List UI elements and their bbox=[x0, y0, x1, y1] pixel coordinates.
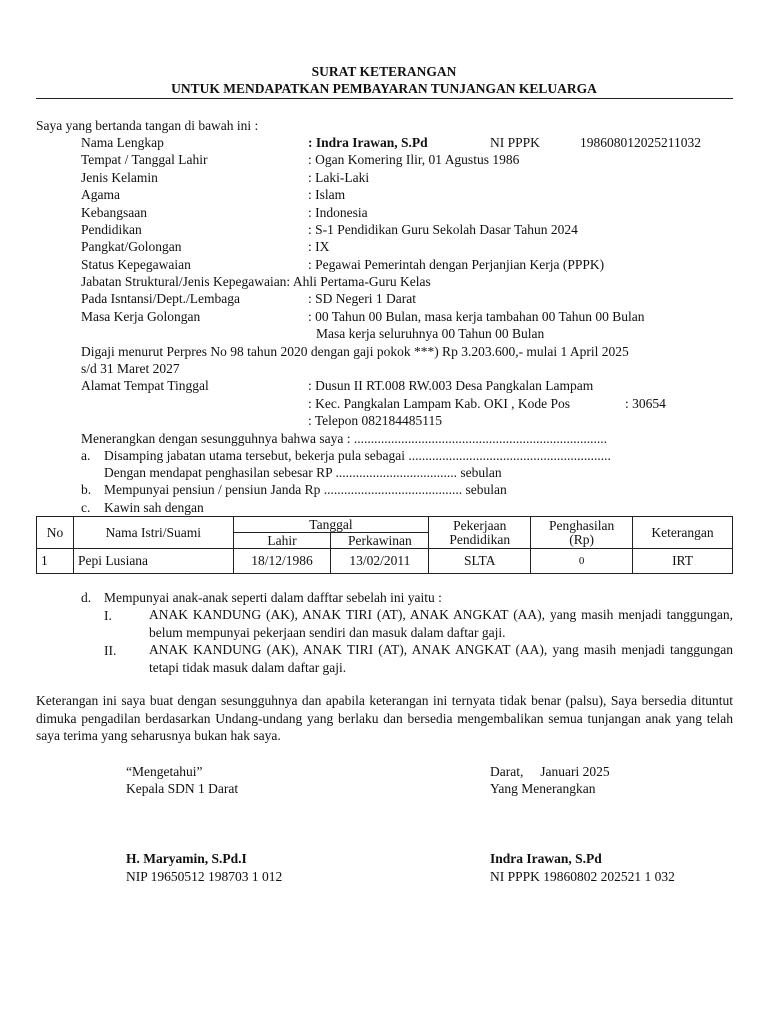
gaji-line1: Digaji menurut Perpres No 98 tahun 2020 dengan gaji pokok ***) Rp 3.203.600,- mulai 1 April 2025 bbox=[81, 344, 629, 359]
jabatan-line: Jabatan Struktural/Jenis Kepegawaian: Ahli Pertama-Guru Kelas bbox=[81, 274, 431, 289]
pendidikan-label: Pendidikan bbox=[81, 222, 142, 237]
item-i-text: ANAK KANDUNG (AK), ANAK TIRI (AT), ANAK ANGKAT (AA), yang masih menjadi tanggungan, belum mempunyai pekerjaan sendiri dan masuk dalam daftar gaji. bbox=[149, 607, 733, 640]
cell-keterangan: IRT bbox=[633, 549, 733, 574]
item-c-marker: c. bbox=[81, 500, 91, 515]
agama-value: : Islam bbox=[308, 187, 346, 202]
table-row bbox=[37, 549, 733, 574]
right-sign-name: Indra Irawan, S.Pd bbox=[490, 851, 602, 866]
header-nama: Nama Istri/Suami bbox=[73, 517, 233, 549]
header-penghasilan-line2: (Rp) bbox=[569, 531, 594, 547]
gaji-line2: s/d 31 Maret 2027 bbox=[81, 361, 180, 376]
header-penghasilan bbox=[531, 517, 633, 549]
document-subtitle: UNTUK MENDAPATKAN PEMBAYARAN TUNJANGAN KELUARGA bbox=[171, 81, 597, 96]
pangkat-value: : IX bbox=[308, 239, 330, 254]
item-b-line: Mempunyai pensiun / pensiun Janda Rp ......................................... sebulan bbox=[104, 482, 507, 497]
cell-lahir: 18/12/1986 bbox=[233, 549, 331, 574]
kodepos-value: : 30654 bbox=[625, 396, 666, 411]
item-ii-text: ANAK KANDUNG (AK), ANAK TIRI (AT), ANAK ANGKAT (AA), yang masih menjadi tanggungan tetapi tidak masuk dalam daftar gaji. bbox=[149, 642, 733, 675]
item-a-line1: Disamping jabatan utama tersebut, bekerja pula sebagai ............................................................ bbox=[104, 448, 611, 463]
instansi-label: Pada Isntansi/Dept./Lembaga bbox=[81, 291, 240, 306]
left-sign-position: Kepala SDN 1 Darat bbox=[126, 781, 239, 796]
right-sign-nip: NI PPPK 19860802 202521 1 032 bbox=[490, 869, 675, 884]
bangsa-label: Kebangsaan bbox=[81, 205, 147, 220]
header-divider bbox=[36, 98, 733, 99]
header-perkawinan: Perkawinan bbox=[331, 533, 429, 549]
cell-no: 1 bbox=[37, 549, 74, 574]
masa-label: Masa Kerja Golongan bbox=[81, 309, 201, 324]
bangsa-value: : Indonesia bbox=[308, 205, 368, 220]
item-i-marker: I. bbox=[104, 608, 112, 623]
status-value: : Pegawai Pemerintah dengan Perjanjian Kerja (PPPK) bbox=[308, 257, 605, 272]
ttl-label: Tempat / Tanggal Lahir bbox=[81, 152, 208, 167]
agama-label: Agama bbox=[81, 187, 120, 202]
masa-value-line2: Masa kerja seluruhnya 00 Tahun 00 Bulan bbox=[316, 326, 545, 341]
header-pekerjaan bbox=[429, 517, 531, 549]
ttl-value: : Ogan Komering Ilir, 01 Agustus 1986 bbox=[308, 152, 520, 167]
status-label: Status Kepegawaian bbox=[81, 257, 191, 272]
alamat-value-line1: : Dusun II RT.008 RW.003 Desa Pangkalan Lampam bbox=[308, 378, 594, 393]
alamat-value-line2: : Kec. Pangkalan Lampam Kab. OKI , Kode Pos bbox=[308, 396, 571, 411]
header-pekerjaan-line1: Pekerjaan bbox=[453, 517, 507, 533]
header-pekerjaan-line2: Pendidikan bbox=[449, 531, 511, 547]
pendidikan-value: : S-1 Pendidikan Guru Sekolah Dasar Tahun 2024 bbox=[308, 222, 578, 237]
cell-penghasilan: 0 bbox=[531, 549, 633, 574]
item-a-line2: Dengan mendapat penghasilan sebesar RP .................................... sebulan bbox=[104, 465, 502, 480]
nama-value: : Indra Irawan, S.Pd bbox=[308, 135, 428, 150]
header-keterangan: Keterangan bbox=[633, 517, 733, 549]
masa-value-line1: : 00 Tahun 00 Bulan, masa kerja tambahan 00 Tahun 00 Bulan bbox=[308, 309, 645, 324]
document-title: SURAT KETERANGAN bbox=[311, 64, 457, 79]
nippk-value: 198608012025211032 bbox=[580, 135, 701, 150]
jk-value: : Laki-Laki bbox=[308, 170, 370, 185]
jk-label: Jenis Kelamin bbox=[81, 170, 158, 185]
right-sign-position: Yang Menerangkan bbox=[490, 781, 596, 796]
statement-intro: Menerangkan dengan sesungguhnya bahwa saya : ........................................................................... bbox=[81, 431, 608, 446]
pangkat-label: Pangkat/Golongan bbox=[81, 239, 182, 254]
telepon-value: : Telepon 082184485115 bbox=[308, 413, 443, 428]
left-sign-mengetahui: “Mengetahui” bbox=[126, 764, 203, 779]
cell-pendidikan: SLTA bbox=[429, 549, 531, 574]
nippk-label: NI PPPK bbox=[490, 135, 540, 150]
nama-label: Nama Lengkap bbox=[81, 135, 164, 150]
header-lahir: Lahir bbox=[233, 533, 331, 549]
item-d-line: Mempunyai anak-anak seperti dalam dafftar sebelah ini yaitu : bbox=[104, 590, 442, 605]
spouse-table bbox=[36, 516, 733, 574]
item-d-marker: d. bbox=[81, 590, 92, 605]
right-sign-place-date: Darat, Januari 2025 bbox=[490, 764, 610, 779]
header-no: No bbox=[37, 517, 74, 549]
instansi-value: : SD Negeri 1 Darat bbox=[308, 291, 416, 306]
table-header-row bbox=[37, 517, 733, 533]
cell-nama: Pepi Lusiana bbox=[73, 549, 233, 574]
intro-text: Saya yang bertanda tangan di bawah ini : bbox=[36, 118, 259, 133]
alamat-label: Alamat Tempat Tinggal bbox=[81, 378, 209, 393]
header-tanggal: Tanggal bbox=[233, 517, 429, 533]
item-ii-marker: II. bbox=[104, 643, 117, 658]
closing-paragraph: Keterangan ini saya buat dengan sesungguhnya dan apabila keterangan ini ternyata tidak benar (palsu), Saya bersedia dituntut dimuka pengadilan berdasarkan Undang-undang yang berlaku dan bersedia mengembalikan semua tunjangan anak yang telah saya terima yang seharusnya bukan hak saya. bbox=[36, 693, 733, 743]
left-sign-nip: NIP 19650512 198703 1 012 bbox=[126, 869, 283, 884]
header-penghasilan-line1: Penghasilan bbox=[549, 517, 615, 533]
item-a-marker: a. bbox=[81, 448, 91, 463]
item-c-line: Kawin sah dengan bbox=[104, 500, 204, 515]
item-b-marker: b. bbox=[81, 482, 92, 497]
left-sign-name: H. Maryamin, S.Pd.I bbox=[126, 851, 247, 866]
cell-perkawinan: 13/02/2011 bbox=[331, 549, 429, 574]
